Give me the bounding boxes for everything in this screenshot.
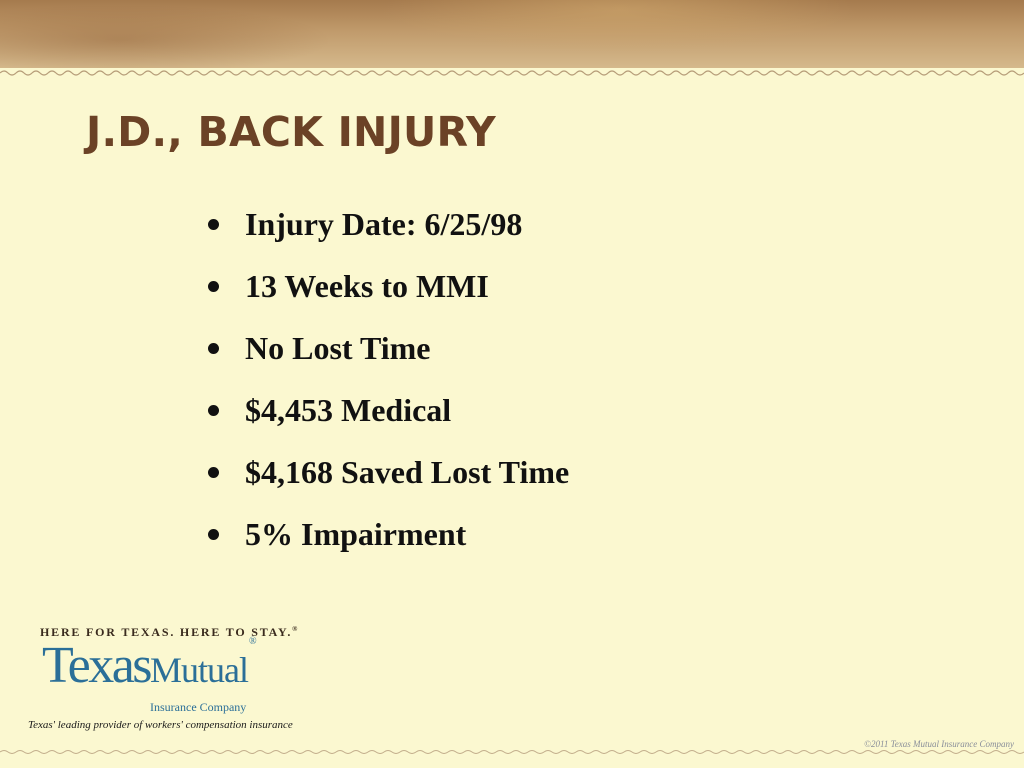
bullet-text: Injury Date: 6/25/98 — [245, 205, 523, 242]
logo-company-line: Insurance Company — [150, 700, 247, 714]
bullet-item-impairment — [208, 503, 569, 565]
top-wavy-divider — [0, 68, 1024, 78]
bullet-icon — [208, 467, 219, 478]
bullet-item-lost-time — [208, 317, 569, 379]
logo-subtitle: Texas' leading provider of workers' compensation insurance — [28, 719, 293, 731]
texas-mutual-logo — [28, 620, 300, 740]
bullet-item-saved-lost-time — [208, 441, 569, 503]
logo-tagline-mark: ® — [292, 625, 300, 633]
top-banner — [0, 0, 1024, 68]
bullet-list — [208, 193, 569, 565]
logo-brand-texas: Texas — [42, 637, 151, 694]
bullet-item-medical — [208, 379, 569, 441]
bullet-icon — [208, 405, 219, 416]
bullet-item-injury-date — [208, 193, 569, 255]
logo-tagline-text: HERE FOR TEXAS. HERE TO STAY. — [40, 625, 293, 639]
slide-title: J.D., BACK INJURY — [86, 108, 496, 156]
bullet-text: $4,168 Saved Lost Time — [245, 453, 570, 490]
logo-registered-mark: ® — [249, 636, 257, 647]
bullet-text: 13 Weeks to MMI — [245, 267, 489, 304]
bullet-text: No Lost Time — [245, 329, 431, 366]
bullet-icon — [208, 219, 219, 230]
bottom-wavy-divider — [0, 748, 1024, 756]
bullet-item-weeks-to-mmi — [208, 255, 569, 317]
bullet-text: 5% Impairment — [245, 515, 467, 552]
bullet-icon — [208, 529, 219, 540]
logo-brand-mutual: Mutual — [150, 650, 249, 690]
bullet-icon — [208, 281, 219, 292]
copyright-notice: ©2011 Texas Mutual Insurance Company — [864, 739, 1014, 749]
bullet-text: $4,453 Medical — [245, 391, 452, 428]
bullet-icon — [208, 343, 219, 354]
logo-wordmark — [42, 636, 257, 695]
